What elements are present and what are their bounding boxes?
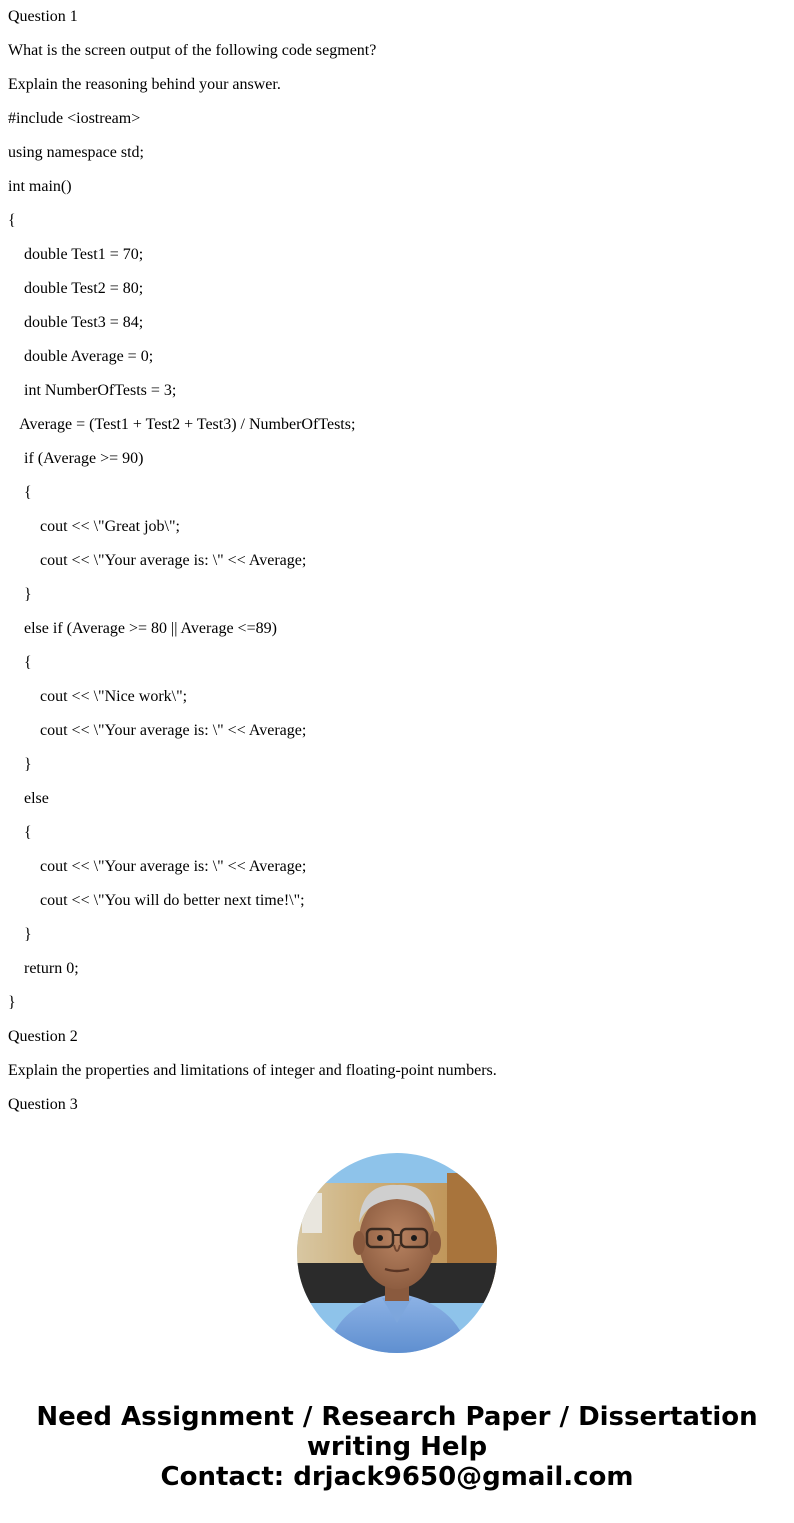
code-line: else if (Average >= 80 || Average <=89): [8, 620, 277, 637]
question-1-instruction: Explain the reasoning behind your answer.: [8, 76, 281, 93]
avatar: [297, 1153, 497, 1353]
question-3-heading: Question 3: [8, 1096, 78, 1113]
question-2-heading: Question 2: [8, 1028, 78, 1045]
question-1-prompt: What is the screen output of the following code segment?: [8, 42, 377, 59]
code-line: }: [8, 756, 32, 773]
code-line: double Test3 = 84;: [8, 314, 144, 331]
code-line: cout << \"Great job\";: [8, 518, 180, 535]
question-1-heading: Question 1: [8, 8, 78, 25]
code-line: #include <iostream>: [8, 110, 141, 127]
promo-line-2: writing Help: [306, 1432, 488, 1462]
code-line: int main(): [8, 178, 72, 195]
code-line: return 0;: [8, 960, 79, 977]
code-line: }: [8, 994, 16, 1011]
code-line: }: [8, 926, 32, 943]
code-line: {: [8, 484, 32, 501]
promo-footer: [0, 1402, 794, 1492]
question-2-prompt: Explain the properties and limitations of integer and floating-point numbers.: [8, 1062, 497, 1079]
code-line: {: [8, 654, 32, 671]
contact-email: Contact: drjack9650@gmail.com: [160, 1462, 634, 1492]
code-line: double Test2 = 80;: [8, 280, 144, 297]
code-line: cout << \"Your average is: \" << Average;: [8, 858, 307, 875]
code-line: {: [8, 212, 16, 229]
code-line: double Test1 = 70;: [8, 246, 144, 263]
promo-line-1: Need Assignment / Research Paper / Dissertation: [36, 1402, 758, 1432]
code-line: {: [8, 824, 32, 841]
code-line: Average = (Test1 + Test2 + Test3) / NumberOfTests;: [8, 416, 356, 433]
code-line: if (Average >= 90): [8, 450, 144, 467]
code-line: double Average = 0;: [8, 348, 154, 365]
code-line: cout << \"Your average is: \" << Average;: [8, 552, 307, 569]
code-line: cout << \"Nice work\";: [8, 688, 188, 705]
code-line: else: [8, 790, 49, 807]
code-line: cout << \"Your average is: \" << Average;: [8, 722, 307, 739]
code-line: int NumberOfTests = 3;: [8, 382, 177, 399]
code-line: cout << \"You will do better next time!\";: [8, 892, 305, 909]
code-line: using namespace std;: [8, 144, 144, 161]
portrait-photo: [297, 1153, 497, 1353]
code-line: }: [8, 586, 32, 603]
